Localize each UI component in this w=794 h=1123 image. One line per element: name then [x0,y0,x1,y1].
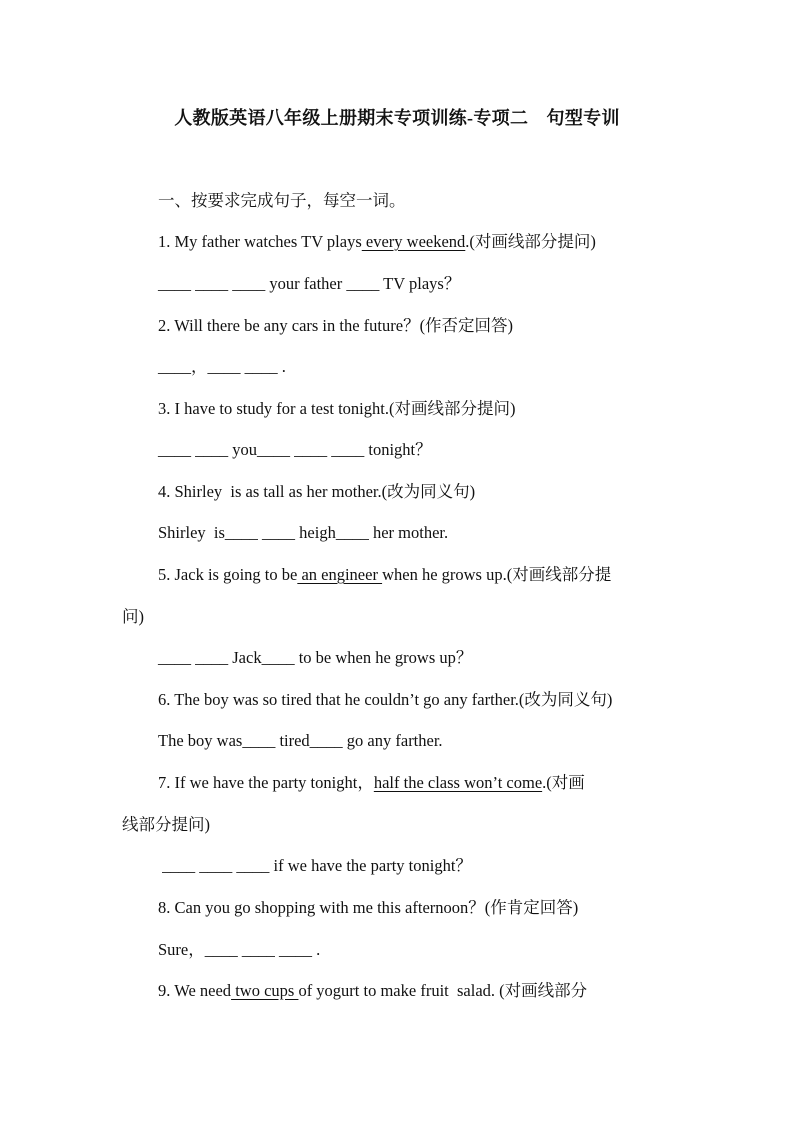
question-text: 5. Jack is going to be [158,565,298,584]
underlined-phrase: an engineer [297,565,383,584]
question-9 [158,980,587,1002]
question-4: 4. Shirley is as tall as her mother.(改为同义句) [158,482,476,501]
answer-line-4: Shirley is____ ____ heigh____ her mother. [158,523,449,542]
question-instruction: when he grows up.(对画线部分提 [382,565,612,584]
question-instruction: .(对画 [542,773,585,792]
answer-line-8: Sure，____ ____ ____ . [158,940,321,959]
underlined-phrase: half the class won’t come [373,773,543,792]
question-6: 6. The boy was so tired that he couldn’t go any farther.(改为同义句) [158,690,613,709]
question-text: 1. My father watches TV plays [158,232,362,251]
question-7 [158,772,585,794]
question-3: 3. I have to study for a test tonight.(对画线部分提问) [158,399,516,418]
question-text: 7. If we have the party tonight， [158,773,374,792]
question-1 [158,231,596,253]
answer-line-2: ____，____ ____ . [158,357,286,376]
answer-line-3: ____ ____ you____ ____ ____ tonight？ [158,440,432,459]
question-7-continued: 线部分提问) [122,815,210,834]
question-5 [158,564,611,586]
question-instruction: .(对画线部分提问) [465,232,596,251]
answer-line-1: ____ ____ ____ your father ____ TV plays？ [158,274,461,293]
question-8: 8. Can you go shopping with me this afternoon？(作肯定回答) [158,898,579,917]
answer-line-6: The boy was____ tired____ go any farther. [158,731,443,750]
answer-line-5: ____ ____ Jack____ to be when he grows up？ [158,648,473,667]
underlined-phrase: two cups [231,981,299,1000]
document-title: 人教版英语八年级上册期末专项训练-专项二 句型专训 [174,108,620,128]
answer-line-7: ____ ____ ____ if we have the party tonight？ [158,856,472,875]
question-instruction: of yogurt to make fruit salad. (对画线部分 [298,981,588,1000]
question-5-continued: 问) [122,607,144,626]
underlined-phrase: every weekend [361,232,466,251]
question-text: 9. We need [158,981,232,1000]
section-heading: 一、按要求完成句子，每空一词。 [158,191,406,210]
question-2: 2. Will there be any cars in the future？(作否定回答) [158,316,514,335]
